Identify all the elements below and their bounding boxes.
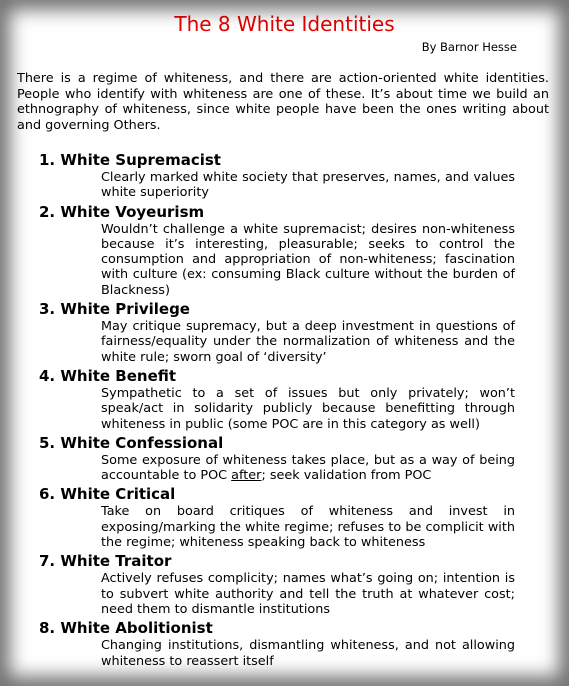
identity-heading bbox=[39, 551, 519, 571]
identity-name: White Abolitionist bbox=[60, 619, 213, 638]
identity-description: Take on board critiques of whiteness and invest in exposing/marking the white regime; refuses to be complicit with the regime; whiteness speaking back to whiteness bbox=[101, 504, 515, 551]
identity-number: 4. bbox=[39, 366, 56, 385]
identity-heading bbox=[39, 433, 519, 453]
identity-number: 8. bbox=[39, 619, 56, 638]
identity-name: White Voyeurism bbox=[60, 202, 205, 221]
list-item bbox=[39, 618, 519, 669]
author-byline: By Barnor Hesse bbox=[421, 40, 517, 54]
list-item bbox=[39, 551, 519, 617]
identity-heading bbox=[39, 202, 519, 222]
identity-name: White Supremacist bbox=[60, 151, 221, 169]
identity-number: 3. bbox=[39, 300, 56, 319]
list-item bbox=[39, 433, 519, 484]
identity-number: 1. bbox=[39, 151, 56, 169]
identity-heading bbox=[39, 366, 519, 386]
identity-list bbox=[39, 150, 519, 670]
identity-number: 7. bbox=[39, 552, 56, 571]
list-item bbox=[39, 202, 519, 298]
identity-name: White Critical bbox=[60, 485, 176, 504]
identity-number: 2. bbox=[39, 202, 56, 221]
underlined-emphasis: after bbox=[231, 468, 262, 484]
identity-description: Actively refuses complicity; names what’s going on; intention is to subvert white authority and tell the truth at whatever cost; need them to dismantle institutions bbox=[101, 571, 515, 617]
identity-description: Clearly marked white society that preserves, names, and values white superiority bbox=[101, 170, 515, 201]
identity-number: 5. bbox=[39, 433, 56, 452]
identity-heading bbox=[39, 299, 519, 319]
intro-paragraph: There is a regime of whiteness, and there are action-oriented white identities. People who identify with whiteness are one of these. It’s about time we build an ethnography of whiteness, since white people have been the ones writing about and governing Others. bbox=[17, 71, 549, 133]
description-text: Some exposure of whiteness takes place, but as a way of being accountable to POC bbox=[101, 452, 515, 484]
list-item bbox=[39, 299, 519, 365]
list-item bbox=[39, 366, 519, 432]
description-text: ; seek validation from POC bbox=[261, 468, 432, 484]
identity-name: White Benefit bbox=[60, 366, 177, 385]
identity-description bbox=[101, 453, 515, 484]
list-item bbox=[39, 150, 519, 201]
identity-name: White Confessional bbox=[60, 433, 224, 452]
identity-name: White Traitor bbox=[60, 552, 172, 571]
identity-description: Changing institutions, dismantling whiteness, and not allowing whiteness to reassert itself bbox=[101, 638, 515, 669]
identity-description: Wouldn’t challenge a white supremacist; desires non-whiteness because it’s interesting, pleasurable; seeks to control the consumption and appropriation of non-whiteness; fascination with culture (ex: consuming Black culture without the burden of Blackness) bbox=[101, 221, 515, 298]
identity-heading bbox=[39, 150, 519, 170]
identity-number: 6. bbox=[39, 485, 56, 504]
document-title: The 8 White Identities bbox=[174, 12, 395, 36]
identity-name: White Privilege bbox=[60, 300, 190, 319]
identity-heading bbox=[39, 484, 519, 504]
identity-heading bbox=[39, 618, 519, 638]
identity-description: May critique supremacy, but a deep investment in questions of fairness/equality under the normalization of whiteness and the white rule; sworn goal of ‘diversity’ bbox=[101, 319, 515, 365]
list-item bbox=[39, 484, 519, 550]
identity-description: Sympathetic to a set of issues but only privately; won’t speak/act in solidarity publicly because benefitting through whiteness in public (some POC are in this category as well) bbox=[101, 385, 515, 432]
